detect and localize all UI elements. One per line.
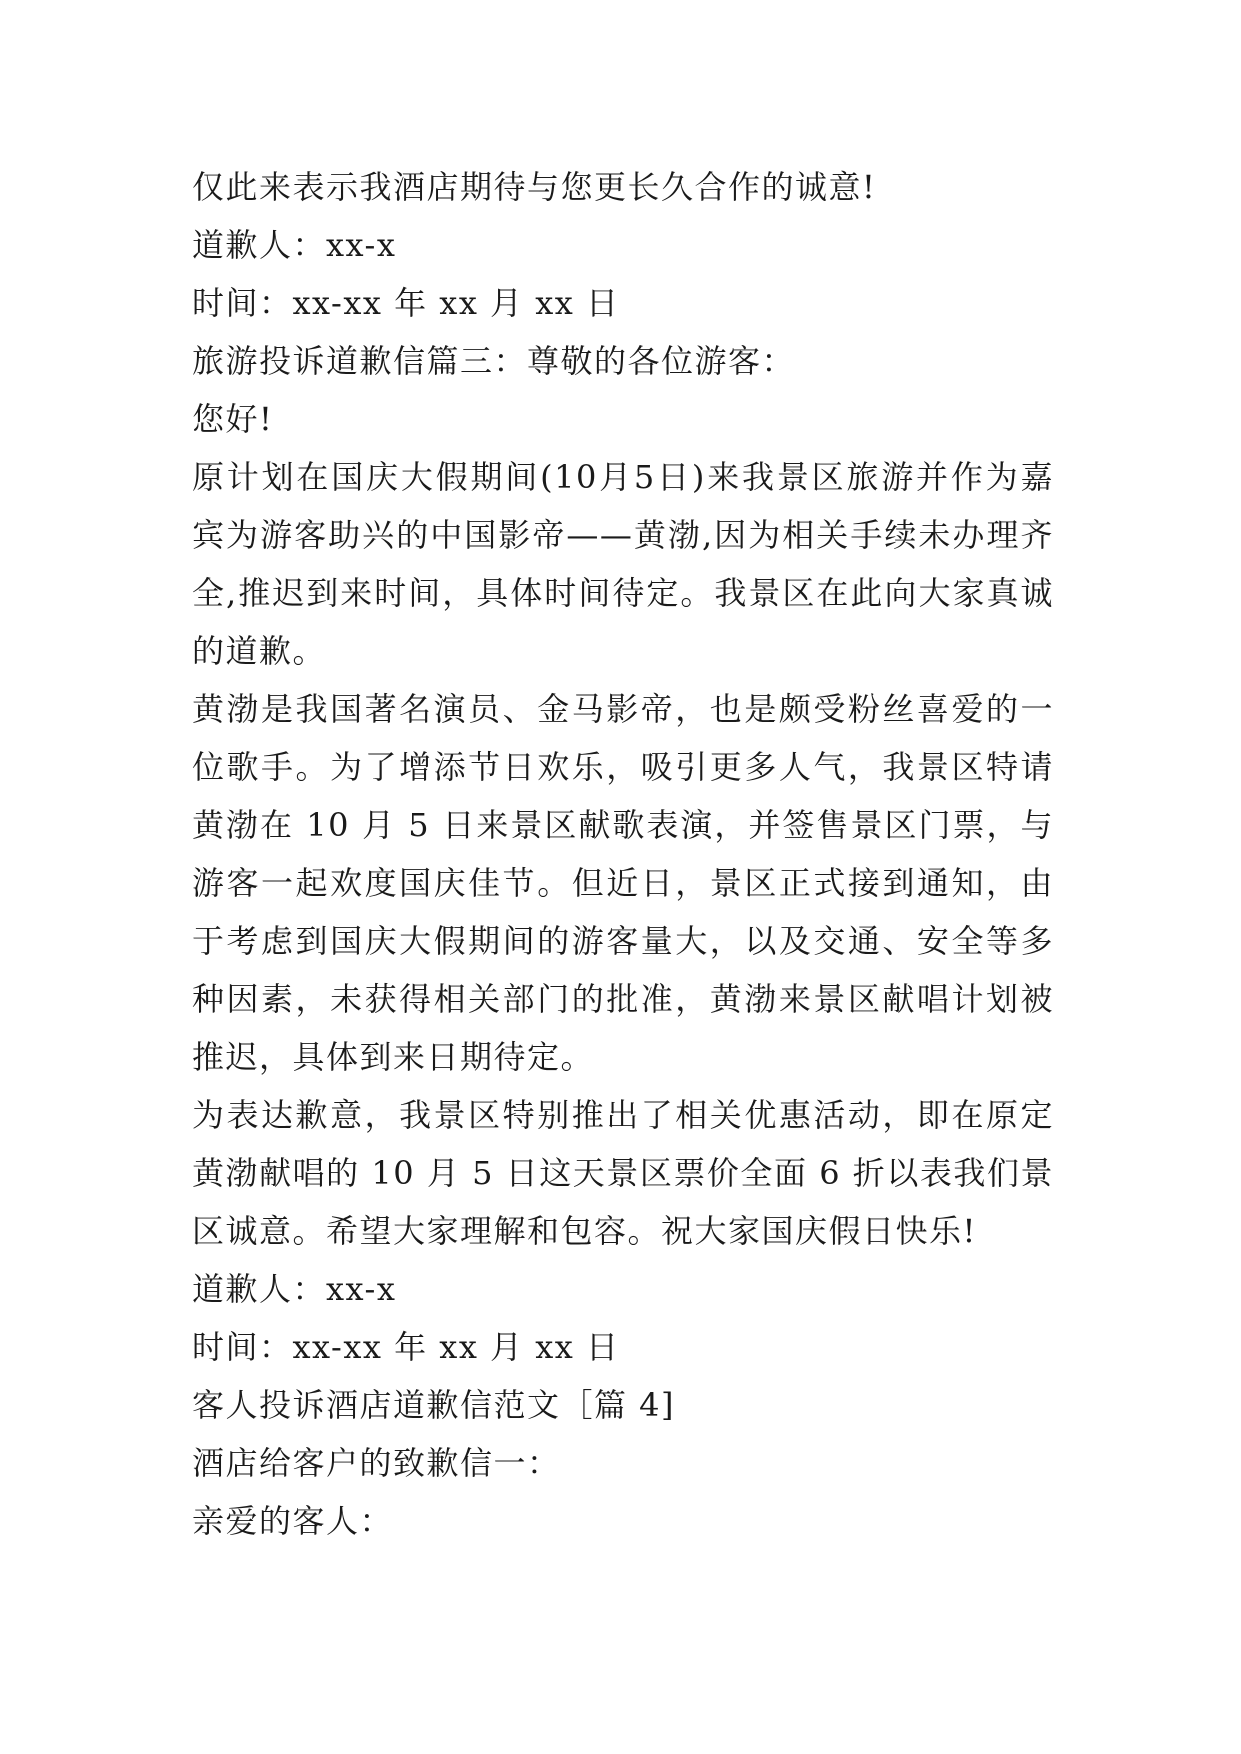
document-body	[192, 158, 1054, 1550]
text-line: 仅此来表示我酒店期待与您更长久合作的诚意!	[192, 168, 877, 206]
paragraph: 为表达歉意，我景区特别推出了相关优惠活动，即在原定黄渤献唱的 10 月 5 日这天景区票价全面 6 折以表我们景区诚意。希望大家理解和包容。祝大家国庆假日快乐!	[192, 1096, 1054, 1250]
section-heading: 旅游投诉道歉信篇三：尊敬的各位游客：	[192, 342, 796, 380]
date-line: 时间：xx-xx 年 xx 月 xx 日	[192, 284, 620, 322]
section-heading: 客人投诉酒店道歉信范文［篇 4]	[192, 1386, 676, 1424]
greeting-line: 亲爱的客人：	[192, 1502, 394, 1540]
paragraph: 原计划在国庆大假期间(10月5日)来我景区旅游并作为嘉宾为游客助兴的中国影帝——黄渤,因为相关手续未办理齐全,推迟到来时间，具体时间待定。我景区在此向大家真诚的道歉。	[192, 458, 1054, 670]
signature-line: 道歉人：xx-x	[192, 226, 397, 264]
date-line: 时间：xx-xx 年 xx 月 xx 日	[192, 1328, 620, 1366]
paragraph: 黄渤是我国著名演员、金马影帝，也是颇受粉丝喜爱的一位歌手。为了增添节日欢乐，吸引更多人气，我景区特请黄渤在 10 月 5 日来景区献歌表演，并签售景区门票，与游客一起欢度国庆佳节。但近日，景区正式接到通知，由于考虑到国庆大假期间的游客量大，以及交通、安全等多种因素，未获得相关部门的批准，黄渤来景区献唱计划被推迟，具体到来日期待定。	[192, 690, 1054, 1076]
signature-line: 道歉人：xx-x	[192, 1270, 397, 1308]
greeting-line: 您好!	[192, 400, 274, 438]
text-line: 酒店给客户的致歉信一：	[192, 1444, 561, 1482]
